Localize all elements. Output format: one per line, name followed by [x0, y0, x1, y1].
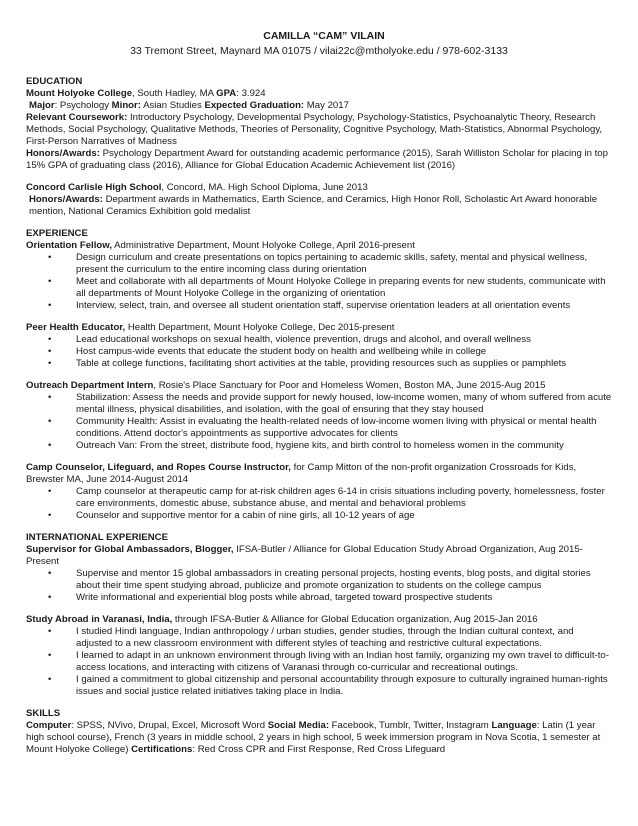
bullet-text: Lead educational workshops on sexual health, violence prevention, drugs and alcohol, and overall wellness: [76, 334, 531, 345]
international-entries: [26, 544, 612, 698]
job-role: Peer Health Educator,: [26, 322, 126, 333]
cchs-honors-line: [26, 194, 612, 218]
bullet-text: Design curriculum and create presentations on topics pertaining to academic skills, safety, mental and physical wellness, present the curriculum to the entire incoming class during orientation: [76, 252, 588, 275]
job-header: [26, 544, 612, 568]
bullet-icon: •: [48, 486, 52, 497]
mhc-honors-label: Honors/Awards:: [26, 148, 100, 159]
contact-line: 33 Tremont Street, Maynard MA 01075 / vilai22c@mtholyoke.edu / 978-602-3133: [130, 45, 508, 57]
bullet-text: Host campus-wide events that educate the student body on health and wellbeing while in college: [76, 346, 487, 357]
mhc-gpa-value: : 3.924: [236, 88, 266, 99]
job-organization: through IFSA-Butler & Alliance for Global Education organization, Aug 2015-Jan 2016: [172, 614, 538, 625]
job-organization: Health Department, Mount Holyoke College, Dec 2015-present: [125, 322, 395, 333]
job-header: [26, 322, 612, 334]
bullet-list: [26, 568, 612, 604]
job-role: Camp Counselor, Lifeguard, and Ropes Course Instructor,: [26, 462, 291, 473]
list-item: [26, 346, 612, 358]
list-item: [26, 416, 612, 440]
job-entry: [26, 614, 612, 698]
mhc-honors-value: Psychology Department Award for outstanding academic performance (2015), Sarah Williston Scholar for placing in top 15% GPA of graduating class (2016), Alliance for Global Education Academic Achievement list (2016): [26, 148, 608, 171]
skills-section: [26, 708, 612, 756]
job-role: Orientation Fellow,: [26, 240, 112, 251]
list-item: [26, 252, 612, 276]
list-item: [26, 392, 612, 416]
bullet-icon: •: [48, 334, 52, 345]
bullet-list: [26, 486, 612, 522]
education-entry-mhc: [26, 88, 612, 172]
list-item: [26, 300, 612, 312]
education-heading: EDUCATION: [26, 76, 83, 87]
education-entry-cchs: [26, 182, 612, 218]
list-item: [26, 626, 612, 650]
mhc-location: , South Hadley, MA: [132, 88, 217, 99]
skills-computer-value: : SPSS, NVivo, Drupal, Excel, Microsoft Word: [71, 720, 268, 731]
list-item: [26, 276, 612, 300]
bullet-text: Interview, select, train, and oversee all student orientation staff, supervise orientation leaders at all orientation events: [76, 300, 571, 311]
job-role: Supervisor for Global Ambassadors, Blogger,: [26, 544, 234, 555]
mhc-major-value: : Psychology: [54, 100, 112, 111]
job-organization: for Camp Mitton of the non-profit organization Crossroads for Kids, Brewster MA, June 2014-August 2014: [26, 462, 577, 485]
cchs-honors-value: Department awards in Mathematics, Earth Science, and Ceramics, High Honor Roll, Scholastic Art Award honorable mention, National Ceramics Exhibition gold medalist: [29, 194, 598, 217]
bullet-text: Table at college functions, facilitating short activities at the table, providing resources such as supplies or pamphlets: [76, 358, 567, 369]
bullet-text: I studied Hindi language, Indian anthropology / urban studies, gender studies, through the Indian cultural context, and adjusted to a new classroom environment with different styles of teaching and restrictive cultural expectations.: [76, 626, 574, 649]
job-role: Outreach Department Intern: [26, 380, 154, 391]
skills-cert-label: Certifications: [131, 744, 193, 755]
mhc-school-line: [26, 88, 612, 100]
bullet-text: I learned to adapt in an unknown environment through living with an Indian host family, organizing my own travel to difficult-to-access locations, and interacting with citizens of Varanasi through co-curricular and recreational outings.: [76, 650, 609, 673]
bullet-icon: •: [48, 252, 52, 263]
cchs-school-line: [26, 182, 612, 194]
bullet-icon: •: [48, 650, 52, 661]
experience-section: [26, 228, 612, 522]
bullet-icon: •: [48, 674, 52, 685]
bullet-icon: •: [48, 346, 52, 357]
mhc-grad-label: Expected Graduation:: [204, 100, 305, 111]
job-header: [26, 380, 612, 392]
mhc-major-line: [26, 100, 612, 112]
job-entry: [26, 380, 612, 452]
bullet-icon: •: [48, 358, 52, 369]
list-item: [26, 358, 612, 370]
job-organization: Administrative Department, Mount Holyoke College, April 2016-present: [112, 240, 415, 251]
list-item: [26, 440, 612, 452]
international-heading: INTERNATIONAL EXPERIENCE: [26, 532, 168, 543]
bullet-icon: •: [48, 276, 52, 287]
job-organization: IFSA-Butler / Alliance for Global Education Study Abroad Organization, Aug 2015-Present: [26, 544, 583, 567]
mhc-coursework-line: [26, 112, 612, 148]
bullet-list: [26, 392, 612, 452]
cchs-honors-label: Honors/Awards:: [29, 194, 103, 205]
bullet-list: [26, 626, 612, 698]
bullet-icon: •: [48, 568, 52, 579]
job-header: [26, 462, 612, 486]
skills-language-label: Language: [491, 720, 537, 731]
bullet-text: Write informational and experiential blog posts while abroad, targeted toward prospective students: [76, 592, 493, 603]
list-item: [26, 334, 612, 346]
bullet-icon: •: [48, 416, 52, 427]
bullet-text: Outreach Van: From the street, distribute food, hygiene kits, and birth control to homeless women in the community: [76, 440, 564, 451]
job-organization: , Rosie's Place Sanctuary for Poor and Homeless Women, Boston MA, June 2015-Aug 2015: [153, 380, 546, 391]
cchs-details: , Concord, MA. High School Diploma, June 2013: [161, 182, 368, 193]
skills-language-value: : Latin (1 year high school course), French (3 years in middle school, 2 years in high school, 5 week immersion program in Nova Scotia, 1 semester at Mount Holyoke College): [26, 720, 601, 755]
mhc-coursework-value: Introductory Psychology, Developmental Psychology, Psychology-Statistics, Psychoanalytic Theory, Research Methods, Social Psychology, Qualitative Methods, Theories of Personality, Cognitive Psychology, Math-Statistics, Abnormal Psychology, First-Person Narratives of Madness: [26, 112, 603, 147]
mhc-gpa-label: GPA: [216, 88, 237, 99]
mhc-minor-value: Asian Studies: [140, 100, 205, 111]
list-item: [26, 510, 612, 522]
bullet-icon: •: [48, 626, 52, 637]
job-entry: [26, 322, 612, 370]
list-item: [26, 674, 612, 698]
bullet-text: Counselor and supportive mentor for a cabin of nine girls, all 10-12 years of age: [76, 510, 415, 521]
job-entry: [26, 544, 612, 604]
list-item: [26, 568, 612, 592]
skills-social-value: Facebook, Tumblr, Twitter, Instagram: [329, 720, 492, 731]
education-section: [26, 76, 612, 218]
bullet-icon: •: [48, 592, 52, 603]
bullet-text: I gained a commitment to global citizenship and personal accountability through exposure to culturally ingrained human-rights issues and social justice related initiatives taking place in India.: [76, 674, 608, 697]
mhc-grad-value: May 2017: [304, 100, 349, 111]
bullet-icon: •: [48, 392, 52, 403]
mhc-honors-line: [26, 148, 612, 172]
bullet-list: [26, 252, 612, 312]
mhc-major-label: Major: [29, 100, 55, 111]
bullet-icon: •: [48, 300, 52, 311]
experience-entries: [26, 240, 612, 522]
mhc-school: Mount Holyoke College: [26, 88, 133, 99]
skills-social-label: Social Media:: [267, 720, 330, 731]
skills-heading: SKILLS: [26, 708, 61, 719]
mhc-coursework-label: Relevant Coursework:: [26, 112, 128, 123]
bullet-icon: •: [48, 440, 52, 451]
job-entry: [26, 462, 612, 522]
job-entry: [26, 240, 612, 312]
job-header: [26, 614, 612, 626]
international-section: [26, 532, 612, 698]
skills-cert-value: : Red Cross CPR and First Response, Red Cross Lifeguard: [192, 744, 446, 755]
job-role: Study Abroad in Varanasi, India,: [26, 614, 173, 625]
job-header: [26, 240, 612, 252]
skills-computer-label: Computer: [26, 720, 72, 731]
bullet-text: Stabilization: Assess the needs and provide support for newly housed, low-income women, many of whom suffered from acute mental illness, physical disabilities, and isolation, with the goal of ensuring that they stay housed: [76, 392, 612, 415]
list-item: [26, 650, 612, 674]
bullet-icon: •: [48, 510, 52, 521]
bullet-list: [26, 334, 612, 370]
experience-heading: EXPERIENCE: [26, 228, 88, 239]
bullet-text: Supervise and mentor 15 global ambassadors in creating personal projects, hosting events, blog posts, and digital stories about their time spent studying abroad, publicize and promote organization to students on the college campus: [76, 568, 591, 591]
list-item: [26, 592, 612, 604]
list-item: [26, 486, 612, 510]
skills-text: [26, 720, 612, 756]
cchs-school: Concord Carlisle High School: [26, 182, 162, 193]
mhc-minor-label: Minor:: [111, 100, 141, 111]
resume-name: CAMILLA “CAM” VILAIN: [263, 30, 385, 42]
bullet-text: Camp counselor at therapeutic camp for at-risk children ages 6-14 in crisis situations including poverty, homelessness, foster care environments, domestic abuse, substance abuse, and mental and behavioral problems: [76, 486, 605, 509]
bullet-text: Community Health: Assist in evaluating the health-related needs of low-income women living with physical or mental health conditions. Attend doctor's appointments as supportive advocates for clients: [76, 416, 597, 439]
bullet-text: Meet and collaborate with all departments of Mount Holyoke College in preparing events for new students, communicate with all departments of Mount Holyoke College in the organizing of orientation: [76, 276, 606, 299]
